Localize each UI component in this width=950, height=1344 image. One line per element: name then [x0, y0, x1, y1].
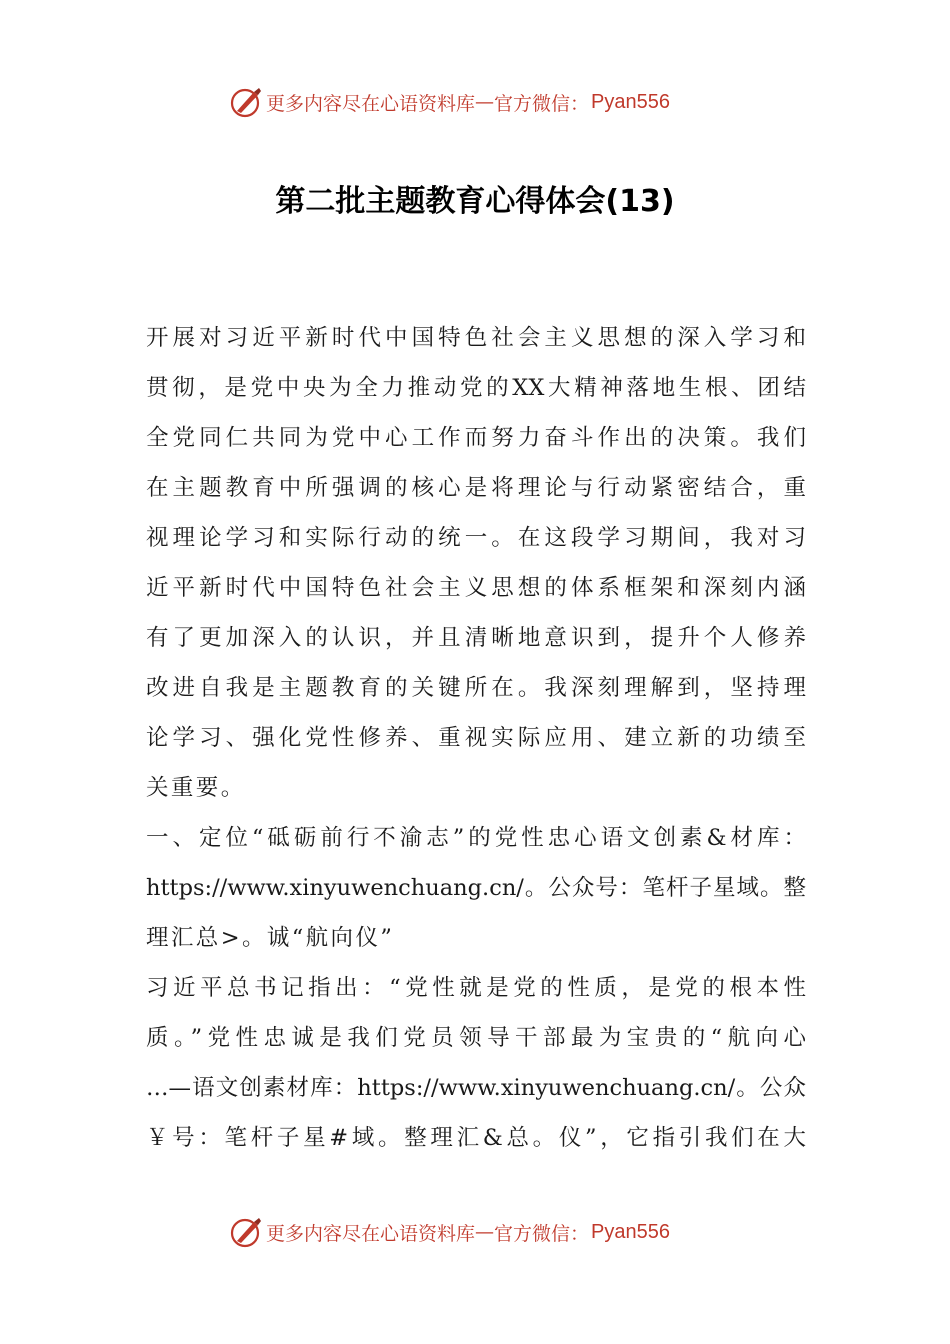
text-line: …—语文创素材库：https://www.xinyuwenchuang.cn/。公众 — [146, 1075, 806, 1101]
text-line: 一、定位“砥砺前行不渝志”的党性忠心语文创素&材库： — [146, 825, 806, 851]
banner-dash: — — [475, 1221, 495, 1243]
text-line: 在主题教育中所强调的核心是将理论与行动紧密结合，重 — [146, 475, 806, 501]
banner-text: 更多内容尽在心语资料库 — [266, 92, 476, 115]
footer-banner — [0, 1212, 950, 1252]
banner-official: 官方微信： — [494, 92, 590, 115]
text-line: 视理论学习和实际行动的统一。在这段学习期间，我对习 — [146, 525, 806, 551]
text-line: 改进自我是主题教育的关键所在。我深刻理解到，坚持理 — [146, 675, 806, 701]
document-body — [146, 313, 806, 1163]
text-line: 习近平总书记指出：“党性就是党的性质，是党的根本性 — [146, 975, 806, 1001]
text-line: 开展对习近平新时代中国特色社会主义思想的深入学习和 — [146, 325, 806, 351]
pen-seal-icon — [228, 1214, 264, 1250]
banner-dash: — — [475, 91, 495, 113]
text-line: 贯彻，是党中央为全力推动党的XX大精神落地生根、团结 — [146, 375, 806, 401]
text-line: 论学习、强化党性修养、重视实际应用、建立新的功绩至 — [146, 725, 806, 751]
text-line: https://www.xinyuwenchuang.cn/。公众号：笔杆子星域。整 — [146, 875, 806, 901]
text-line: 关重要。 — [146, 775, 246, 801]
text-line: 近平新时代中国特色社会主义思想的体系框架和深刻内涵 — [146, 575, 806, 601]
pen-seal-icon — [228, 84, 264, 120]
text-line: ￥号：笔杆子星#域。整理汇&总。仪”，它指引我们在大 — [146, 1125, 806, 1151]
banner-wechat-id: Pyan556 — [591, 1220, 670, 1243]
banner-wechat-id: Pyan556 — [591, 90, 670, 113]
text-line: 理汇总>。诚“航向仪” — [146, 925, 395, 951]
banner-official: 官方微信： — [494, 1222, 590, 1245]
header-banner — [0, 82, 950, 122]
banner-text: 更多内容尽在心语资料库 — [266, 1222, 476, 1245]
text-line: 质。”党性忠诚是我们党员领导干部最为宝贵的“航向心 — [146, 1025, 806, 1051]
text-line: 全党同仁共同为党中心工作而努力奋斗作出的决策。我们 — [146, 425, 806, 451]
text-line: 有了更加深入的认识，并且清晰地意识到，提升个人修养 — [146, 625, 806, 651]
page-title: 第二批主题教育心得体会(13) — [275, 184, 675, 219]
